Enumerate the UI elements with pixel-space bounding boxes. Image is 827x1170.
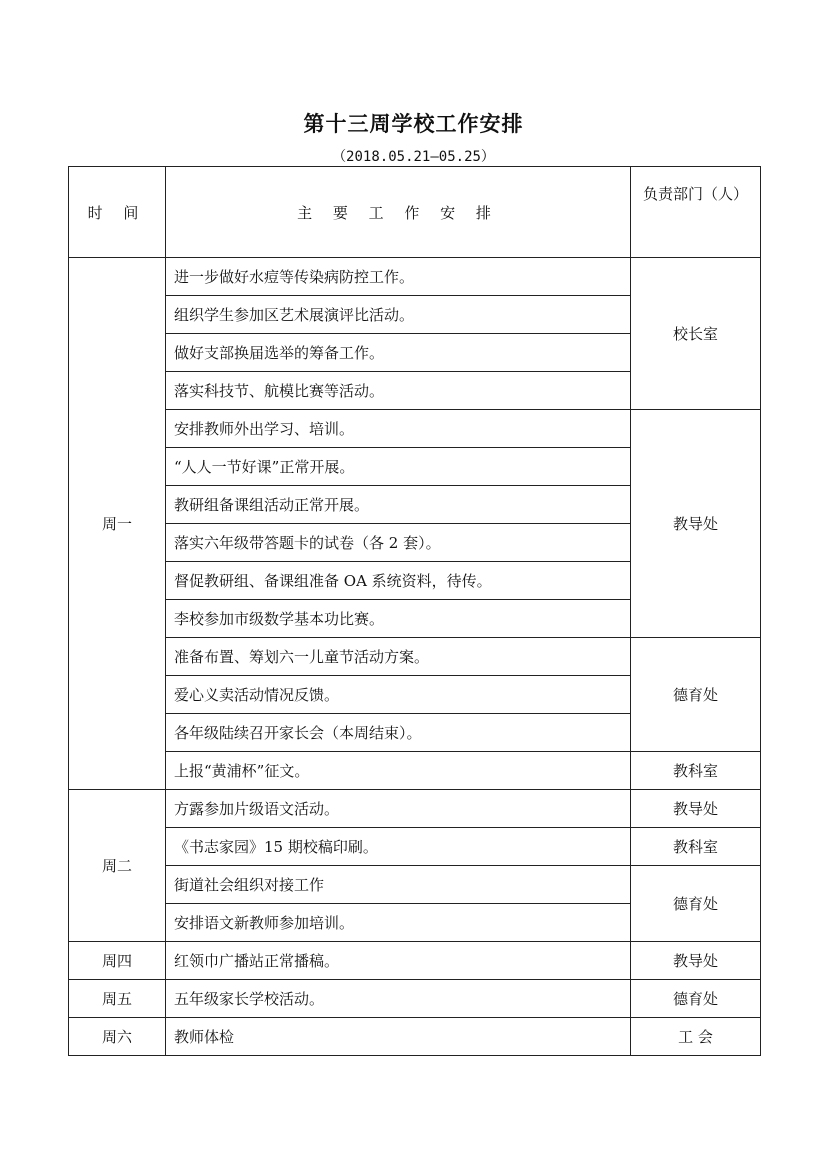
task-cell: 督促教研组、备课组准备 OA 系统资料，待传。 xyxy=(166,562,631,600)
task-cell: 安排语文新教师参加培训。 xyxy=(166,904,631,942)
task-cell: 教研组备课组活动正常开展。 xyxy=(166,486,631,524)
header-dept: 负责部门（人） xyxy=(631,167,761,258)
task-cell: 上报“黄浦杯”征文。 xyxy=(166,752,631,790)
dept-cell: 德育处 xyxy=(631,638,761,752)
task-cell: 各年级陆续召开家长会（本周结束）。 xyxy=(166,714,631,752)
dept-cell: 教导处 xyxy=(631,790,761,828)
task-cell: 落实科技节、航模比赛等活动。 xyxy=(166,372,631,410)
table-row xyxy=(69,258,761,296)
dept-cell: 德育处 xyxy=(631,866,761,942)
header-time: 时 间 xyxy=(69,167,166,258)
day-cell-mon: 周一 xyxy=(69,258,166,790)
page-title: 第十三周学校工作安排 xyxy=(303,111,524,136)
task-cell: 《书志家园》15 期校稿印刷。 xyxy=(166,828,631,866)
task-cell: 组织学生参加区艺术展演评比活动。 xyxy=(166,296,631,334)
task-cell: 李校参加市级数学基本功比赛。 xyxy=(166,600,631,638)
dept-cell: 工 会 xyxy=(631,1018,761,1056)
task-cell: 五年级家长学校活动。 xyxy=(166,980,631,1018)
task-cell: 做好支部换届选举的筹备工作。 xyxy=(166,334,631,372)
table-row xyxy=(69,1018,761,1056)
header-main: 主 要 工 作 安 排 xyxy=(166,167,631,258)
day-cell-tue: 周二 xyxy=(69,790,166,942)
dept-cell: 教科室 xyxy=(631,752,761,790)
task-cell: 街道社会组织对接工作 xyxy=(166,866,631,904)
task-cell: 爱心义卖活动情况反馈。 xyxy=(166,676,631,714)
task-cell: 准备布置、筹划六一儿童节活动方案。 xyxy=(166,638,631,676)
schedule-table xyxy=(68,166,761,1056)
task-cell: 进一步做好水痘等传染病防控工作。 xyxy=(166,258,631,296)
table-row xyxy=(69,790,761,828)
task-cell: 教师体检 xyxy=(166,1018,631,1056)
task-cell: 落实六年级带答题卡的试卷（各 2 套）。 xyxy=(166,524,631,562)
day-cell-sat: 周六 xyxy=(69,1018,166,1056)
table-row xyxy=(69,410,761,448)
table-row xyxy=(69,866,761,904)
task-cell: 方露参加片级语文活动。 xyxy=(166,790,631,828)
task-cell: 红领巾广播站正常播稿。 xyxy=(166,942,631,980)
date-range: （2018.05.21—05.25） xyxy=(332,149,495,165)
dept-cell: 教科室 xyxy=(631,828,761,866)
task-cell: “人人一节好课”正常开展。 xyxy=(166,448,631,486)
table-row xyxy=(69,828,761,866)
dept-cell: 德育处 xyxy=(631,980,761,1018)
table-row xyxy=(69,942,761,980)
table-row xyxy=(69,980,761,1018)
day-cell-thu: 周四 xyxy=(69,942,166,980)
dept-cell: 校长室 xyxy=(631,258,761,410)
header-row xyxy=(69,167,761,258)
table-row xyxy=(69,752,761,790)
task-cell: 安排教师外出学习、培训。 xyxy=(166,410,631,448)
table-row xyxy=(69,638,761,676)
dept-cell: 教导处 xyxy=(631,942,761,980)
day-cell-fri: 周五 xyxy=(69,980,166,1018)
dept-cell: 教导处 xyxy=(631,410,761,638)
